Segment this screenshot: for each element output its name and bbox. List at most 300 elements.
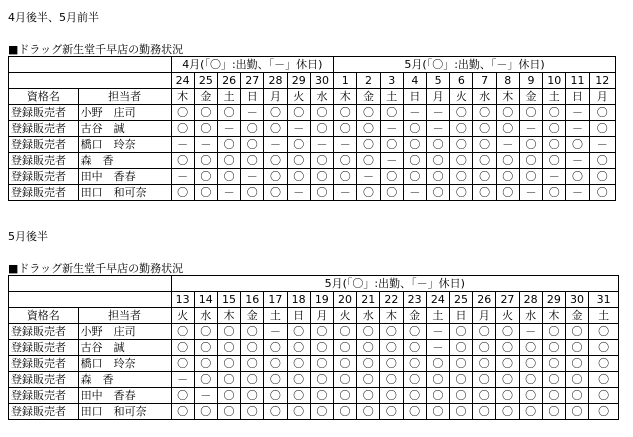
attendance-cell: 〇	[403, 388, 426, 404]
attendance-cell: 〇	[542, 324, 565, 340]
month-header: 5月(「〇」:出勤、「－」休日)	[334, 57, 616, 73]
weekday: 水	[194, 308, 217, 324]
attendance-cell: －	[426, 340, 449, 356]
day-number: 20	[333, 292, 356, 308]
attendance-cell: 〇	[287, 356, 310, 372]
weekday: 木	[542, 308, 565, 324]
attendance-cell: 〇	[519, 105, 542, 121]
qualification-cell: 登録販売者	[9, 185, 79, 201]
attendance-cell: 〇	[310, 356, 333, 372]
attendance-cell: 〇	[565, 372, 588, 388]
day-number: 25	[194, 73, 217, 89]
weekday: 月	[264, 89, 287, 105]
day-number: 22	[380, 292, 403, 308]
weekday: 日	[449, 308, 472, 324]
attendance-cell: 〇	[264, 105, 287, 121]
day-number: 14	[194, 292, 217, 308]
day-number: 31	[589, 292, 619, 308]
attendance-cell: 〇	[333, 356, 356, 372]
attendance-cell: 〇	[217, 324, 240, 340]
weekday: 木	[380, 308, 403, 324]
attendance-cell: 〇	[287, 105, 310, 121]
attendance-cell: 〇	[426, 372, 449, 388]
attendance-cell: 〇	[334, 105, 357, 121]
qualification-cell: 登録販売者	[9, 121, 79, 137]
table-row	[9, 372, 619, 388]
attendance-cell: －	[426, 324, 449, 340]
attendance-cell: 〇	[542, 372, 565, 388]
section-heading: 4月後半、5月前半	[8, 11, 99, 24]
attendance-cell: 〇	[473, 105, 496, 121]
attendance-cell: －	[171, 137, 194, 153]
column-header-person: 担当者	[78, 308, 171, 324]
qualification-cell: 登録販売者	[9, 169, 79, 185]
attendance-cell: 〇	[473, 169, 496, 185]
person-cell: 田中 香春	[78, 388, 171, 404]
attendance-cell: 〇	[241, 121, 264, 137]
attendance-cell: 〇	[473, 404, 496, 420]
attendance-cell: 〇	[194, 153, 217, 169]
attendance-cell: －	[380, 121, 403, 137]
weekday: 月	[589, 89, 615, 105]
attendance-cell: －	[403, 185, 426, 201]
attendance-cell: 〇	[403, 404, 426, 420]
day-number: 3	[380, 73, 403, 89]
month-header: 5月(「〇」:出勤、「－」休日)	[171, 276, 619, 292]
attendance-cell: 〇	[287, 372, 310, 388]
header-blank	[9, 276, 172, 292]
attendance-cell: 〇	[519, 388, 542, 404]
weekday: 水	[519, 308, 542, 324]
attendance-cell: 〇	[589, 404, 619, 420]
weekday: 日	[566, 89, 589, 105]
attendance-cell: 〇	[287, 404, 310, 420]
attendance-cell: 〇	[403, 372, 426, 388]
attendance-cell: 〇	[194, 169, 217, 185]
attendance-cell: 〇	[194, 324, 217, 340]
attendance-cell: －	[427, 105, 450, 121]
attendance-cell: 〇	[449, 388, 472, 404]
attendance-cell: 〇	[380, 356, 403, 372]
attendance-cell: 〇	[241, 340, 264, 356]
attendance-cell: 〇	[589, 340, 619, 356]
attendance-cell: 〇	[357, 105, 380, 121]
section-title: ■ドラッグ新生堂千早店の勤務状況	[8, 43, 184, 56]
attendance-cell: －	[519, 185, 542, 201]
day-number: 5	[427, 73, 450, 89]
attendance-cell: 〇	[496, 356, 519, 372]
day-number: 7	[473, 73, 496, 89]
attendance-cell: 〇	[473, 185, 496, 201]
attendance-cell: 〇	[194, 185, 217, 201]
attendance-cell: 〇	[542, 340, 565, 356]
day-number: 28	[519, 292, 542, 308]
attendance-cell: 〇	[589, 185, 615, 201]
day-number: 29	[287, 73, 310, 89]
weekday: 土	[589, 308, 619, 324]
attendance-cell: 〇	[496, 340, 519, 356]
attendance-cell: －	[171, 169, 194, 185]
attendance-cell: －	[543, 169, 566, 185]
attendance-cell: －	[566, 121, 589, 137]
attendance-cell: 〇	[357, 185, 380, 201]
attendance-cell: 〇	[171, 404, 194, 420]
weekday: 土	[543, 89, 566, 105]
attendance-cell: 〇	[427, 137, 450, 153]
attendance-cell: 〇	[217, 404, 240, 420]
weekday: 火	[333, 308, 356, 324]
attendance-cell: 〇	[171, 340, 194, 356]
attendance-cell: 〇	[519, 372, 542, 388]
attendance-cell: 〇	[496, 372, 519, 388]
attendance-cell: －	[566, 105, 589, 121]
weekday: 土	[217, 89, 240, 105]
attendance-cell: 〇	[449, 372, 472, 388]
attendance-cell: 〇	[194, 356, 217, 372]
attendance-cell: 〇	[194, 121, 217, 137]
qualification-cell: 登録販売者	[9, 372, 79, 388]
attendance-cell: 〇	[426, 356, 449, 372]
attendance-cell: 〇	[565, 340, 588, 356]
day-number: 1	[334, 73, 357, 89]
attendance-cell: 〇	[264, 185, 287, 201]
qualification-cell: 登録販売者	[9, 404, 79, 420]
attendance-cell: 〇	[194, 105, 217, 121]
attendance-cell: 〇	[334, 153, 357, 169]
attendance-cell: 〇	[357, 404, 380, 420]
day-number: 24	[426, 292, 449, 308]
attendance-cell: 〇	[333, 324, 356, 340]
day-number: 10	[543, 73, 566, 89]
attendance-cell: －	[519, 121, 542, 137]
qualification-cell: 登録販売者	[9, 153, 79, 169]
weekday: 土	[426, 308, 449, 324]
day-number: 27	[496, 292, 519, 308]
attendance-cell: 〇	[194, 404, 217, 420]
attendance-cell: －	[287, 121, 310, 137]
attendance-cell: 〇	[473, 388, 496, 404]
attendance-cell: －	[403, 105, 426, 121]
day-number: 30	[565, 292, 588, 308]
attendance-cell: 〇	[333, 404, 356, 420]
table-row	[9, 404, 619, 420]
table-row	[9, 121, 616, 137]
qualification-cell: 登録販売者	[9, 388, 79, 404]
attendance-cell: 〇	[427, 185, 450, 201]
attendance-cell: 〇	[310, 388, 333, 404]
attendance-cell: 〇	[194, 372, 217, 388]
attendance-cell: 〇	[449, 340, 472, 356]
weekday: 金	[519, 89, 542, 105]
attendance-cell: －	[519, 324, 542, 340]
attendance-cell: 〇	[241, 404, 264, 420]
qualification-cell: 登録販売者	[9, 324, 79, 340]
weekday: 火	[171, 308, 194, 324]
attendance-cell: 〇	[403, 324, 426, 340]
weekday: 木	[334, 89, 357, 105]
day-number: 17	[264, 292, 287, 308]
attendance-cell: 〇	[380, 340, 403, 356]
attendance-cell: 〇	[589, 169, 615, 185]
attendance-cell: 〇	[426, 388, 449, 404]
weekday: 金	[357, 89, 380, 105]
attendance-cell: 〇	[496, 105, 519, 121]
attendance-cell: 〇	[310, 185, 333, 201]
day-number: 4	[403, 73, 426, 89]
attendance-cell: 〇	[241, 372, 264, 388]
section-title: ■ドラッグ新生堂千早店の勤務状況	[8, 262, 184, 275]
day-number: 23	[403, 292, 426, 308]
attendance-cell: 〇	[264, 372, 287, 388]
attendance-cell: 〇	[380, 169, 403, 185]
attendance-cell: －	[334, 137, 357, 153]
attendance-cell: 〇	[589, 105, 615, 121]
attendance-cell: 〇	[403, 153, 426, 169]
day-number: 8	[496, 73, 519, 89]
attendance-cell: 〇	[171, 185, 194, 201]
table-row	[9, 324, 619, 340]
person-cell: 古谷 誠	[78, 340, 171, 356]
qualification-cell: 登録販売者	[9, 356, 79, 372]
attendance-cell: 〇	[496, 121, 519, 137]
attendance-cell: 〇	[380, 137, 403, 153]
attendance-cell: 〇	[310, 105, 333, 121]
attendance-cell: 〇	[543, 153, 566, 169]
attendance-cell: 〇	[450, 121, 473, 137]
day-number: 12	[589, 73, 615, 89]
attendance-cell: 〇	[310, 121, 333, 137]
weekday: 土	[380, 89, 403, 105]
attendance-cell: 〇	[565, 356, 588, 372]
attendance-cell: 〇	[496, 404, 519, 420]
weekday: 月	[310, 308, 333, 324]
attendance-cell: 〇	[357, 388, 380, 404]
weekday: 土	[264, 308, 287, 324]
table-row	[9, 105, 616, 121]
day-number: 19	[310, 292, 333, 308]
attendance-cell: 〇	[264, 153, 287, 169]
attendance-cell: 〇	[473, 324, 496, 340]
attendance-cell: 〇	[217, 169, 240, 185]
weekday: 火	[287, 89, 310, 105]
attendance-cell: 〇	[496, 324, 519, 340]
weekday: 水	[310, 89, 333, 105]
day-number: 16	[241, 292, 264, 308]
attendance-cell: －	[264, 137, 287, 153]
weekday: 水	[473, 89, 496, 105]
attendance-cell: 〇	[565, 388, 588, 404]
attendance-cell: 〇	[519, 356, 542, 372]
header-blank	[9, 57, 172, 73]
attendance-cell: 〇	[496, 185, 519, 201]
attendance-cell: 〇	[543, 121, 566, 137]
weekday: 木	[496, 89, 519, 105]
attendance-cell: 〇	[496, 153, 519, 169]
attendance-cell: 〇	[449, 324, 472, 340]
attendance-cell: 〇	[473, 340, 496, 356]
attendance-cell: 〇	[566, 169, 589, 185]
attendance-cell: 〇	[496, 169, 519, 185]
day-number: 9	[519, 73, 542, 89]
attendance-cell: 〇	[543, 185, 566, 201]
attendance-cell: 〇	[264, 169, 287, 185]
day-number: 2	[357, 73, 380, 89]
attendance-cell: 〇	[310, 372, 333, 388]
attendance-cell: 〇	[519, 137, 542, 153]
attendance-cell: 〇	[287, 153, 310, 169]
attendance-cell: 〇	[287, 324, 310, 340]
attendance-cell: 〇	[589, 153, 615, 169]
attendance-cell: 〇	[334, 121, 357, 137]
attendance-cell: 〇	[217, 105, 240, 121]
attendance-cell: －	[217, 121, 240, 137]
attendance-cell: －	[194, 388, 217, 404]
attendance-cell: 〇	[473, 137, 496, 153]
attendance-cell: 〇	[589, 388, 619, 404]
weekday: 金	[565, 308, 588, 324]
attendance-cell: 〇	[171, 121, 194, 137]
day-number: 27	[241, 73, 264, 89]
attendance-cell: 〇	[264, 388, 287, 404]
attendance-cell: 〇	[264, 340, 287, 356]
attendance-cell: 〇	[450, 105, 473, 121]
person-cell: 田中 香春	[78, 169, 171, 185]
attendance-cell: 〇	[380, 372, 403, 388]
attendance-cell: 〇	[310, 169, 333, 185]
attendance-cell: －	[496, 137, 519, 153]
attendance-cell: 〇	[310, 404, 333, 420]
weekday: 月	[427, 89, 450, 105]
attendance-cell: 〇	[473, 356, 496, 372]
attendance-cell: －	[566, 153, 589, 169]
attendance-cell: 〇	[357, 356, 380, 372]
attendance-cell: 〇	[449, 356, 472, 372]
attendance-cell: 〇	[589, 121, 615, 137]
attendance-cell: 〇	[542, 404, 565, 420]
attendance-cell: 〇	[264, 121, 287, 137]
attendance-cell: 〇	[171, 324, 194, 340]
day-number: 25	[449, 292, 472, 308]
schedule-table	[8, 56, 616, 201]
attendance-cell: 〇	[217, 388, 240, 404]
attendance-cell: 〇	[519, 153, 542, 169]
attendance-cell: 〇	[357, 137, 380, 153]
day-number: 24	[171, 73, 194, 89]
person-cell: 小野 庄司	[78, 324, 171, 340]
weekday: 火	[450, 89, 473, 105]
attendance-cell: 〇	[264, 404, 287, 420]
month-header: 4月(「〇」:出勤、「－」休日)	[171, 57, 334, 73]
person-cell: 橋口 玲奈	[78, 356, 171, 372]
attendance-cell: 〇	[241, 137, 264, 153]
attendance-cell: －	[310, 137, 333, 153]
weekday: 日	[403, 89, 426, 105]
attendance-cell: 〇	[241, 324, 264, 340]
attendance-cell: 〇	[171, 105, 194, 121]
attendance-cell: 〇	[357, 121, 380, 137]
attendance-cell: 〇	[333, 388, 356, 404]
person-cell: 古谷 誠	[78, 121, 171, 137]
attendance-cell: －	[217, 185, 240, 201]
weekday: 金	[194, 89, 217, 105]
attendance-cell: 〇	[403, 356, 426, 372]
attendance-cell: 〇	[380, 185, 403, 201]
attendance-cell: －	[194, 137, 217, 153]
day-number: 26	[217, 73, 240, 89]
weekday: 木	[171, 89, 194, 105]
attendance-cell: 〇	[287, 169, 310, 185]
attendance-cell: 〇	[473, 153, 496, 169]
attendance-cell: 〇	[310, 153, 333, 169]
attendance-cell: －	[566, 185, 589, 201]
day-number: 26	[473, 292, 496, 308]
table-row	[9, 153, 616, 169]
attendance-cell: 〇	[566, 137, 589, 153]
attendance-cell: 〇	[264, 356, 287, 372]
attendance-cell: －	[427, 121, 450, 137]
column-header-qualification: 資格名	[9, 308, 79, 324]
day-number: 13	[171, 292, 194, 308]
attendance-cell: 〇	[403, 137, 426, 153]
day-number: 11	[566, 73, 589, 89]
table-row	[9, 340, 619, 356]
attendance-cell: －	[264, 324, 287, 340]
attendance-cell: －	[241, 105, 264, 121]
attendance-cell: 〇	[589, 356, 619, 372]
attendance-cell: 〇	[217, 356, 240, 372]
attendance-cell: 〇	[333, 340, 356, 356]
schedule-table	[8, 275, 619, 420]
attendance-cell: 〇	[565, 324, 588, 340]
attendance-cell: 〇	[403, 169, 426, 185]
weekday: 日	[241, 89, 264, 105]
attendance-cell: －	[357, 169, 380, 185]
attendance-cell: 〇	[403, 340, 426, 356]
header-blank	[9, 73, 172, 89]
attendance-cell: 〇	[450, 169, 473, 185]
attendance-cell: －	[589, 137, 615, 153]
attendance-cell: 〇	[217, 153, 240, 169]
attendance-cell: 〇	[565, 404, 588, 420]
person-cell: 森 香	[78, 153, 171, 169]
attendance-cell: 〇	[473, 372, 496, 388]
person-cell: 小野 庄司	[78, 105, 171, 121]
weekday: 水	[357, 308, 380, 324]
weekday: 木	[217, 308, 240, 324]
attendance-cell: 〇	[217, 372, 240, 388]
attendance-cell: 〇	[427, 153, 450, 169]
attendance-cell: －	[241, 169, 264, 185]
column-header-person: 担当者	[78, 89, 171, 105]
weekday: 金	[241, 308, 264, 324]
table-row	[9, 388, 619, 404]
day-number: 30	[310, 73, 333, 89]
table-row	[9, 185, 616, 201]
attendance-cell: 〇	[217, 137, 240, 153]
attendance-cell: 〇	[241, 388, 264, 404]
day-number: 28	[264, 73, 287, 89]
attendance-cell: 〇	[589, 372, 619, 388]
person-cell: 森 香	[78, 372, 171, 388]
table-row	[9, 356, 619, 372]
attendance-cell: 〇	[171, 356, 194, 372]
weekday: 日	[287, 308, 310, 324]
attendance-cell: 〇	[310, 324, 333, 340]
attendance-cell: 〇	[450, 185, 473, 201]
attendance-cell: 〇	[357, 340, 380, 356]
attendance-cell: 〇	[310, 340, 333, 356]
attendance-cell: 〇	[542, 356, 565, 372]
